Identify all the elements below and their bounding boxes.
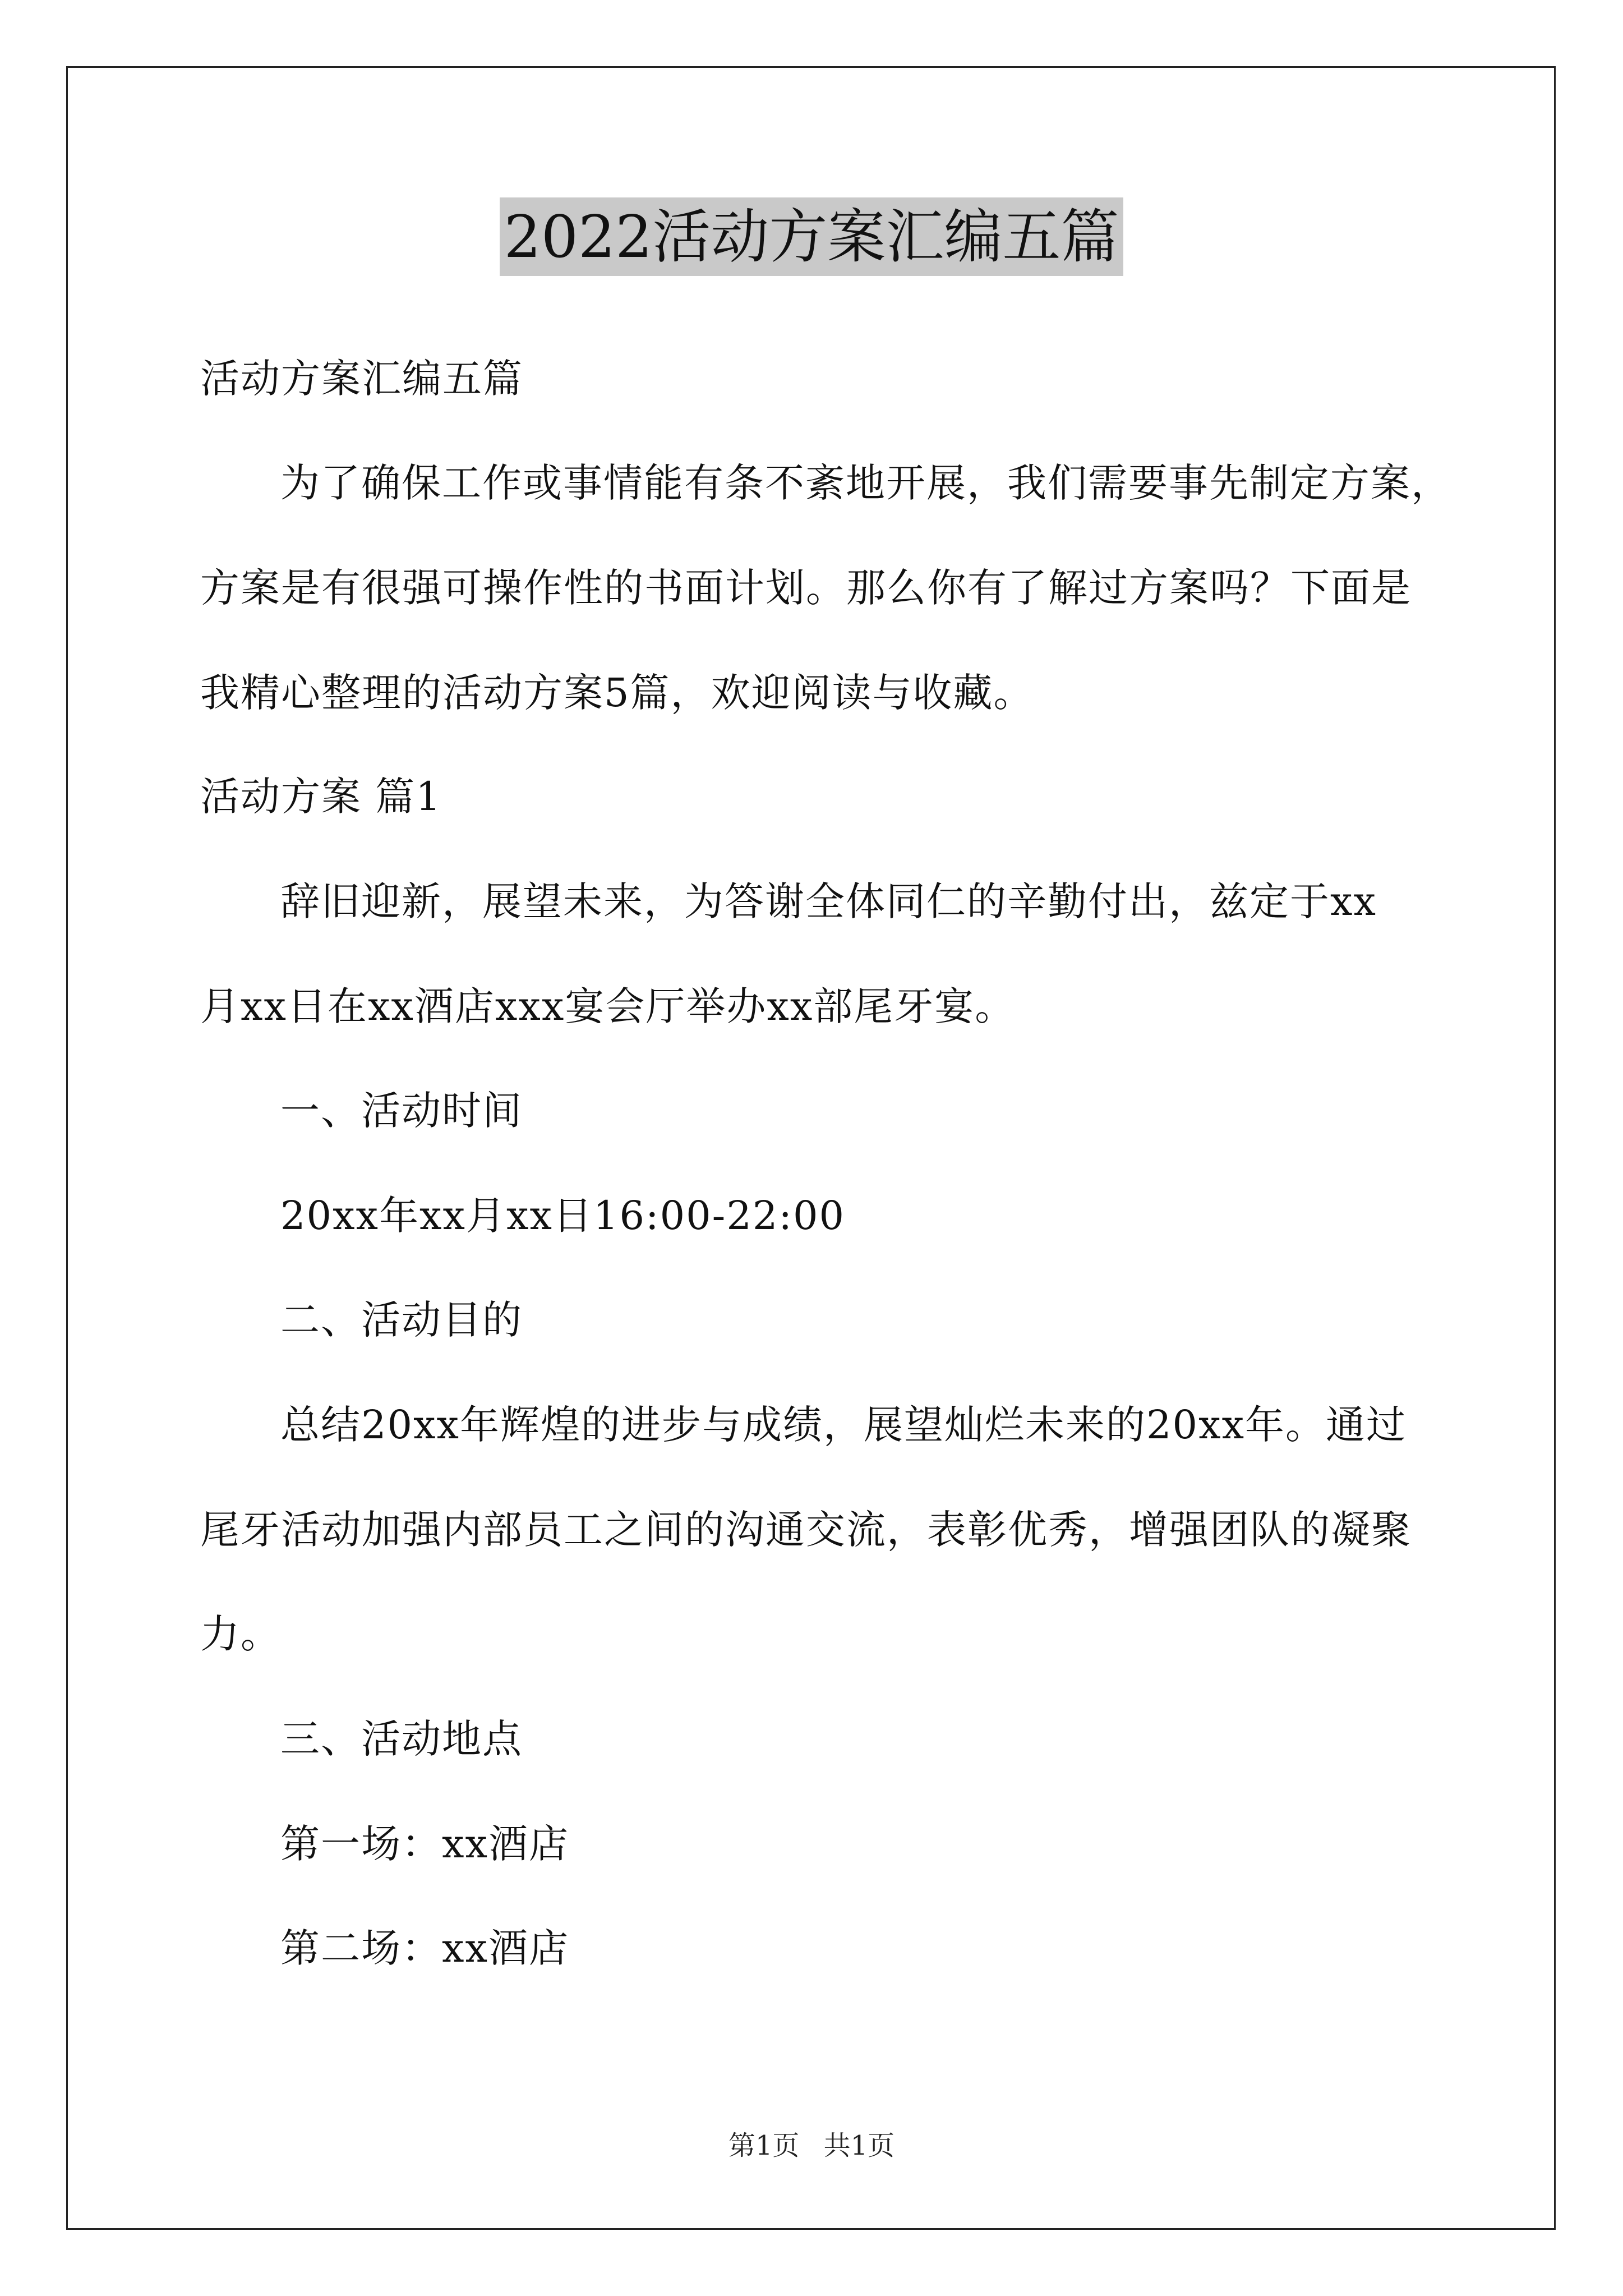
location-second: 第二场：xx酒店	[280, 1925, 569, 1971]
location-first: 第一场：xx酒店	[280, 1821, 569, 1867]
purpose-line-2: 尾牙活动加强内部员工之间的沟通交流，表彰优秀，增强团队的凝聚	[200, 1507, 1412, 1553]
time-heading: 一、活动时间	[280, 1088, 523, 1134]
purpose-line-3: 力。	[200, 1611, 281, 1657]
document-subtitle: 活动方案汇编五篇	[200, 356, 523, 402]
intro-line-3: 我精心整理的活动方案5篇，欢迎阅读与收藏。	[200, 670, 1034, 716]
purpose-heading: 二、活动目的	[280, 1297, 523, 1343]
page-footer	[0, 2129, 1623, 2162]
location-heading: 三、活动地点	[280, 1716, 523, 1762]
intro-line-2: 方案是有很强可操作性的书面计划。那么你有了解过方案吗？下面是	[200, 565, 1412, 611]
section-line-2: 月xx日在xx酒店xxx宴会厅举办xx部尾牙宴。	[200, 983, 1016, 1029]
section-line-1: 辞旧迎新，展望未来，为答谢全体同仁的辛勤付出，兹定于xx	[280, 878, 1377, 924]
purpose-line-1: 总结20xx年辉煌的进步与成绩，展望灿烂未来的20xx年。通过	[280, 1402, 1407, 1448]
page-number: 第1页	[728, 2130, 800, 2161]
time-value: 20xx年xx月xx日16:00-22:00	[280, 1193, 846, 1239]
intro-line-1: 为了确保工作或事情能有条不紊地开展，我们需要事先制定方案，	[280, 460, 1451, 506]
section-heading: 活动方案 篇1	[200, 774, 442, 820]
title-area	[0, 197, 1623, 276]
document-title: 2022活动方案汇编五篇	[500, 197, 1124, 276]
page-total: 共1页	[823, 2130, 895, 2161]
